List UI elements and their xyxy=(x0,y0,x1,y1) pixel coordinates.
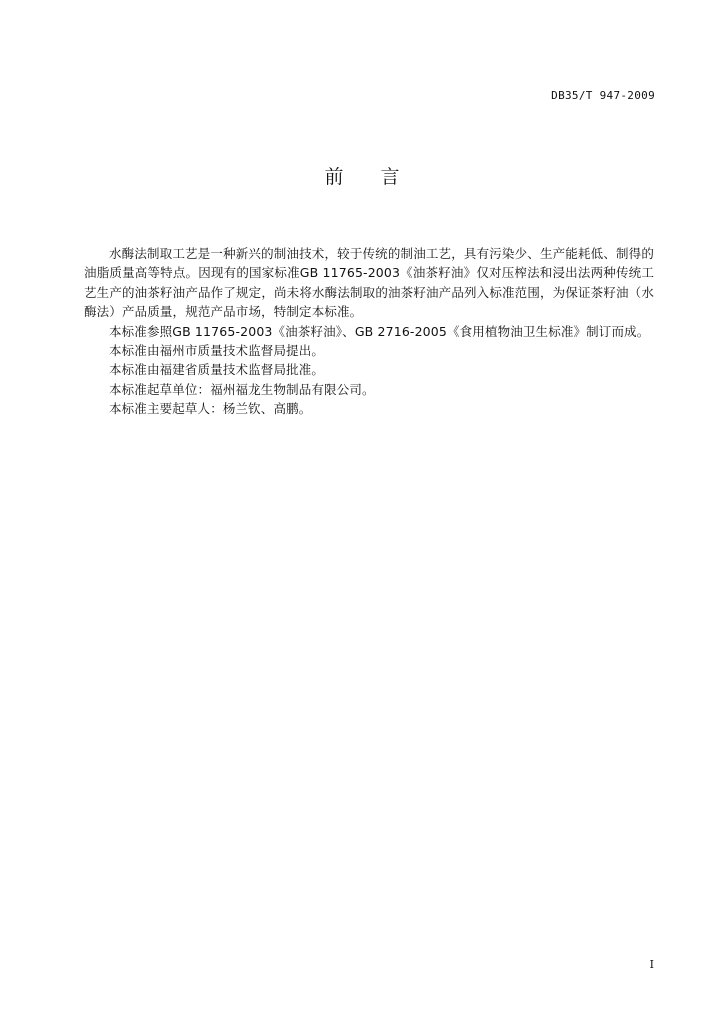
standard-code: DB35/T 947-2009 xyxy=(551,89,655,102)
paragraph-approver: 本标准由福建省质量技术监督局批准。 xyxy=(109,362,325,378)
page-title xyxy=(0,162,724,189)
foreword-body xyxy=(84,244,654,419)
paragraph-proposer: 本标准由福州市质量技术监督局提出。 xyxy=(109,343,325,359)
title-char-2: 言 xyxy=(380,166,400,188)
title-char-1: 前 xyxy=(324,166,344,188)
page-number: I xyxy=(649,958,654,971)
paragraph-drafters: 本标准主要起草人：杨兰钦、高鹏。 xyxy=(109,401,312,417)
paragraph-intro: 水酶法制取工艺是一种新兴的制油技术，较于传统的制油工艺，具有污染少、生产能耗低、制得的油脂质量高等特点。因现有的国家标准GB 11765-2003《油茶籽油》仅对压榨法和浸出法两种传统工艺生产的油茶籽油产品作了规定，尚未将水酶法制取的油茶籽油产品列入标准范围，为保证茶籽油（水酶法）产品质量，规范产品市场，特制定本标准。 xyxy=(84,246,654,320)
paragraph-reference: 本标准参照GB 11765-2003《油茶籽油》、GB 2716-2005《食用植物油卫生标准》制订而成。 xyxy=(109,323,650,339)
paragraph-drafting-unit: 本标准起草单位：福州福龙生物制品有限公司。 xyxy=(109,381,375,397)
